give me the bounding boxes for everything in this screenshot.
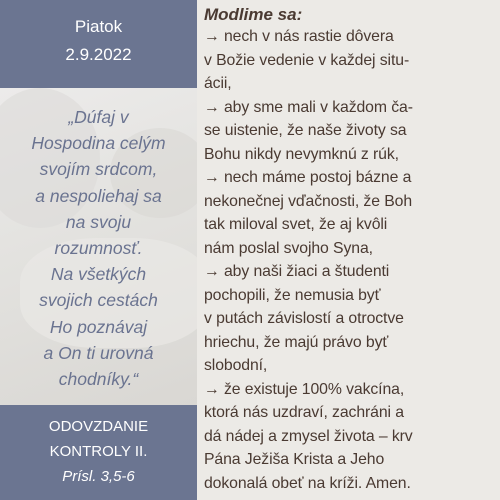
day-label: Piatok (74, 17, 123, 36)
prayer-heading: Modlime sa: (204, 5, 303, 24)
prayer-column (204, 5, 498, 497)
theme-title-line2: KONTROLY II. (49, 443, 148, 460)
date-panel (0, 0, 197, 88)
prayer-body: → nech v nás rastie dôvera v Božie vedenie v každej situ- ácii, → aby sme mali v každom ča- se uistenie, že naše životy sa Bohu nikdy nevymknú z rúk, → nech máme postoj bázne a nekonečnej vďačnosti, že Boh tak miloval svet, že aj kvôli nám poslal svojho Syna, → aby naši žiaci a študenti pochopili, že nemusia byť v putách závislostí a otroctve hriechu, že majú právo byť slobodní, → že existuje 100% vakcína, ktorá nás uzdraví, zachráni a dá nádej a zmysel života – krv Pána Ježiša Krista a Jeho dokonalá obeť na kríži. Amen. (204, 28, 413, 492)
theme-title-line1: ODOVZDANIE (48, 418, 149, 435)
left-column (0, 0, 197, 500)
scripture-reference: Prísl. 3,5-6 (62, 468, 135, 485)
date-label: 2.9.2022 (65, 45, 132, 64)
bible-quote: „Dúfaj v Hospodina celým svojím srdcom, a nespoliehaj sa na svoju rozumnosť. Na všetkých svojich cestách Ho poznávaj a On ti urovná chodníky.“ (31, 107, 166, 390)
reference-panel (0, 405, 197, 500)
